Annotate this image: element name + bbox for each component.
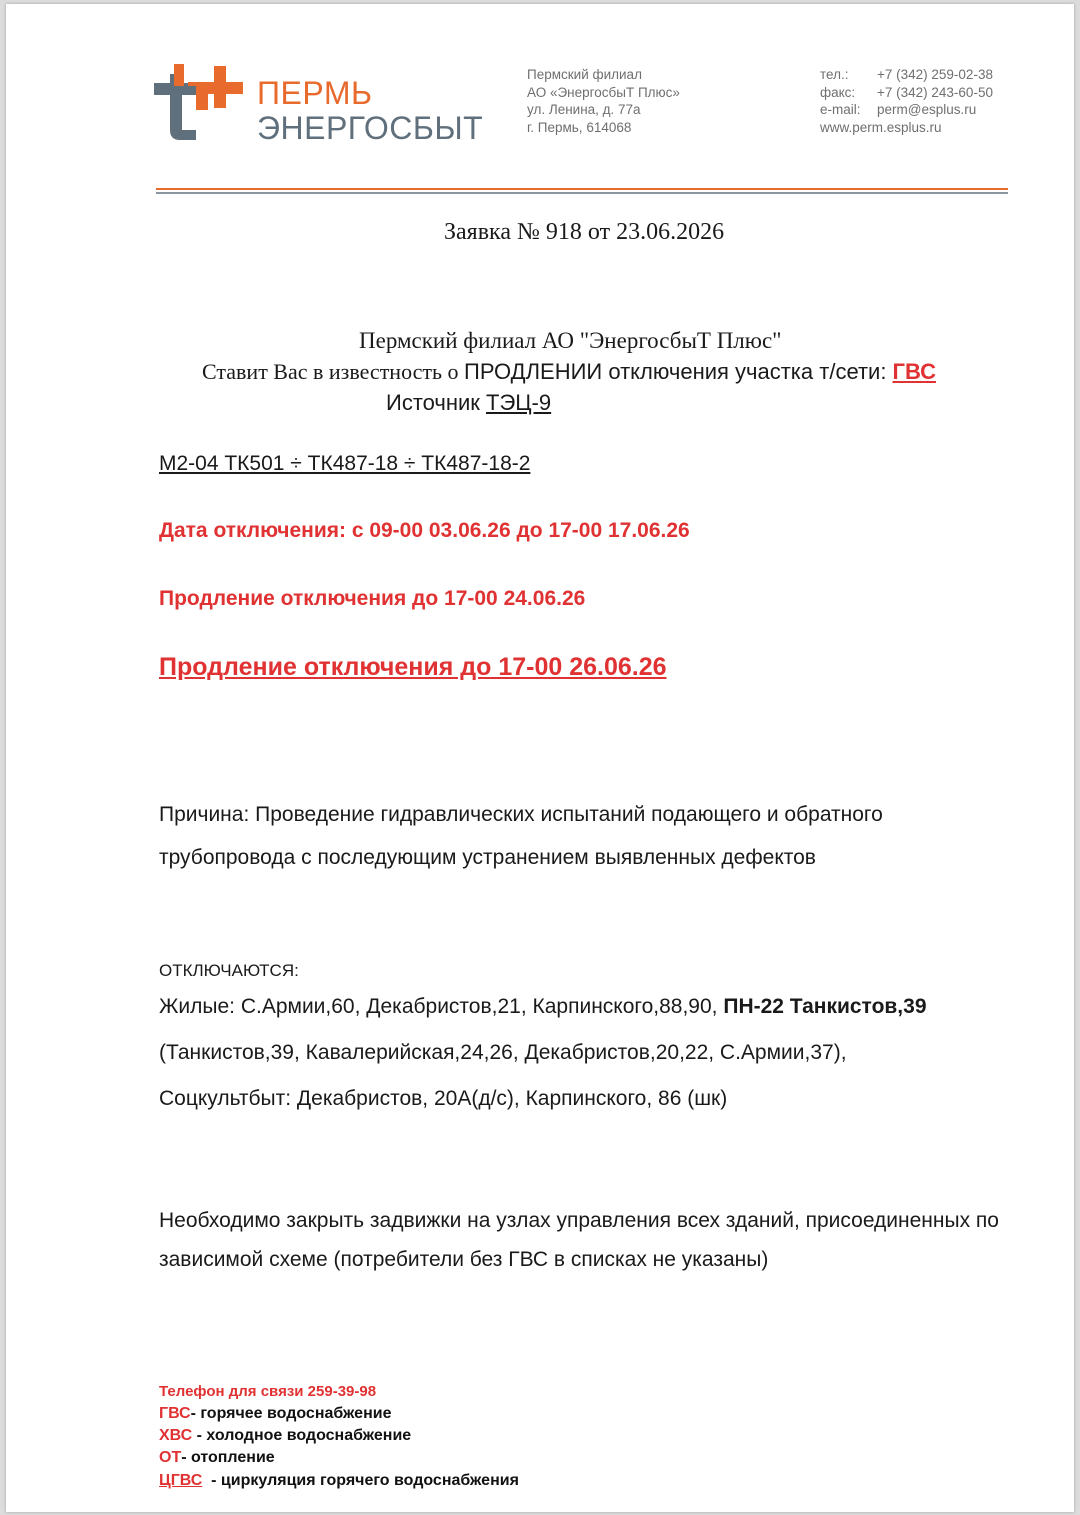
address-line: г. Пермь, 614068 — [527, 119, 632, 135]
email-link[interactable]: perm@esplus.ru — [877, 102, 977, 117]
legend-item — [159, 1449, 275, 1467]
tel-value: +7 (342) 259-02-38 — [877, 67, 993, 82]
residential-highlight: ПН-22 Танкистов,39 — [723, 995, 927, 1018]
residential-addresses: Жилые: С.Армии,60, Декабристов,21, Карпинского,88,90, — [159, 995, 724, 1018]
reason-line-2: трубопровода с последующим устранением выявленных дефектов — [159, 846, 816, 869]
tel-label: тел.: — [820, 67, 849, 82]
legend-text: - циркуляция горячего водоснабжения — [202, 1472, 519, 1489]
intro-company: Пермский филиал АО "ЭнергосбыТ Плюс" — [359, 328, 782, 353]
fax-label: факс: — [820, 84, 856, 100]
legend-item — [159, 1427, 411, 1445]
disconnected-residential — [159, 995, 927, 1019]
legend-item — [159, 1405, 391, 1423]
company-contacts — [820, 66, 993, 136]
legend-text: - отопление — [181, 1449, 275, 1466]
contact-phone — [159, 1383, 376, 1400]
valve-notice-line-2: зависимой схеме (потребители без ГВС в списках не указаны) — [159, 1248, 769, 1271]
company-logo-icon — [154, 64, 246, 144]
valve-notice-line-1: Необходимо закрыть задвижки на узлах управления всех зданий, присоединенных по — [159, 1209, 999, 1232]
legend-text: - горячее водоснабжение — [190, 1405, 392, 1422]
source-value: ТЭЦ-9 — [486, 390, 552, 415]
network-type-badge: ГВС — [892, 359, 936, 384]
legend-abbr: ХВС — [159, 1427, 193, 1444]
legend-abbr: ЦГВС — [159, 1472, 203, 1489]
logo-text-energosbyt: ЭНЕРГОСБЫТ — [257, 110, 484, 146]
disconnected-social: Соцкультбыт: Декабристов, 20А(д/с), Карпинского, 86 (шк) — [159, 1087, 728, 1110]
disconnected-residential-line-2: (Танкистов,39, Кавалерийская,24,26, Декабристов,20,22, С.Армии,37), — [159, 1041, 847, 1064]
legend-abbr: ОТ — [159, 1449, 182, 1466]
header-rule-gray — [156, 192, 1008, 194]
legend-abbr: ГВС — [159, 1405, 191, 1422]
intro-notice-text: ПРОДЛЕНИИ отключения участка т/сети: — [464, 359, 893, 384]
disconnected-header: ОТКЛЮЧАЮТСЯ: — [159, 961, 299, 980]
contact-phone-text: Телефон для связи 259-39-98 — [159, 1383, 377, 1400]
email-label: e-mail: — [820, 102, 861, 117]
request-title-text: Заявка № 918 от 23.06.2026 — [444, 219, 725, 245]
address-line: АО «ЭнергосбыТ Плюс» — [527, 84, 680, 100]
document-page — [6, 4, 1074, 1512]
header-rule-orange — [156, 188, 1008, 190]
fax-value: +7 (342) 243-60-50 — [877, 84, 993, 100]
shutdown-date: Дата отключения: с 09-00 03.06.26 до 17-00 17.06.26 — [159, 519, 690, 542]
address-line: Пермский филиал — [527, 67, 642, 82]
source-label: Источник — [386, 390, 487, 415]
address-line: ул. Ленина, д. 77а — [527, 102, 641, 117]
intro-notice — [202, 359, 936, 385]
reason-line-1: Причина: Проведение гидравлических испытаний подающего и обратного — [159, 803, 883, 826]
intro-notice-prefix: Ставит Вас в известность о — [202, 359, 465, 384]
company-address — [527, 66, 680, 136]
extension-current: Продление отключения до 17-00 26.06.26 — [159, 653, 667, 681]
legend-item — [159, 1472, 519, 1490]
logo-text-perm: ПЕРМЬ — [257, 75, 373, 111]
source-line — [386, 390, 551, 416]
extension-first: Продление отключения до 17-00 24.06.26 — [159, 587, 586, 610]
website-link[interactable]: www.perm.esplus.ru — [820, 119, 942, 135]
legend-text: - холодное водоснабжение — [192, 1427, 412, 1444]
network-section: М2-04 ТК501 ÷ ТК487-18 ÷ ТК487-18-2 — [159, 452, 531, 475]
